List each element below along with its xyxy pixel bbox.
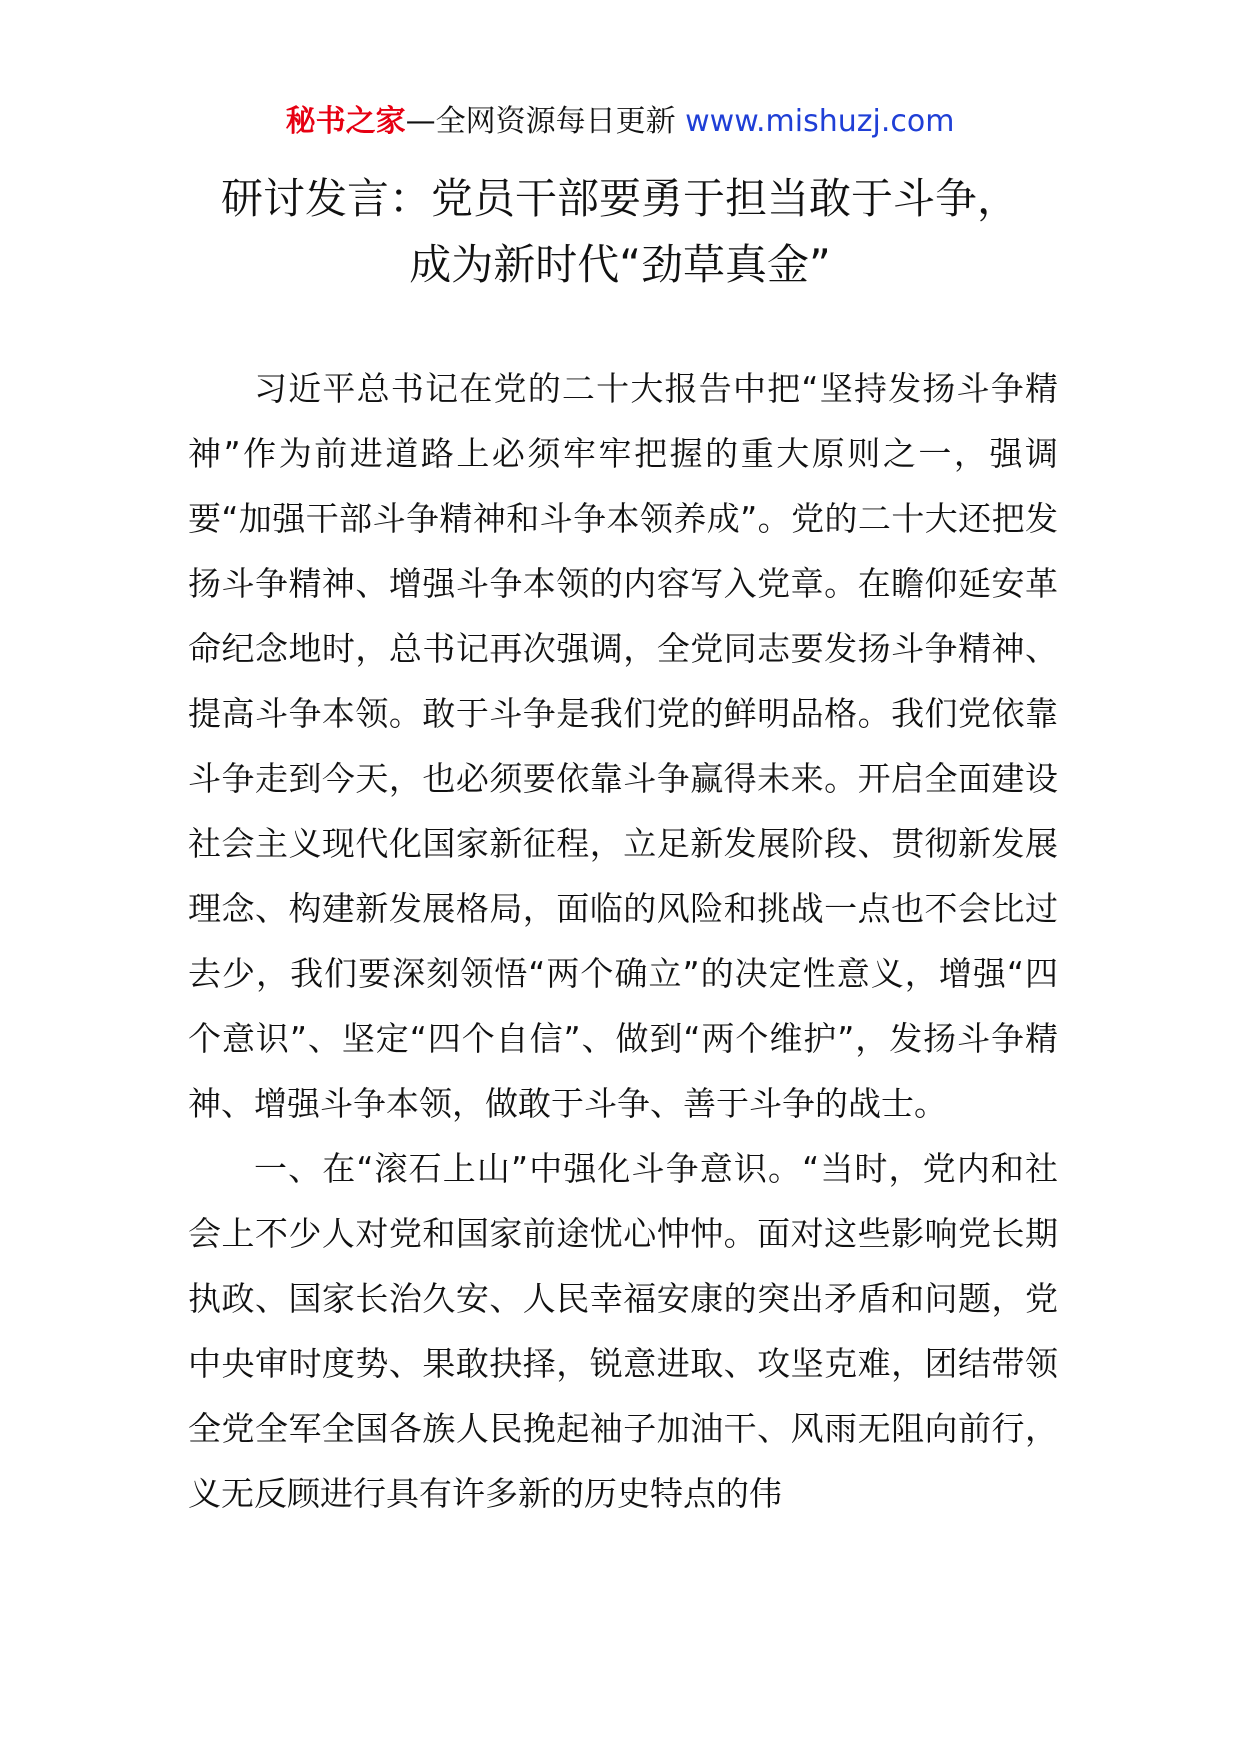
document-body [188,356,1058,1526]
document-title [0,166,1240,298]
paragraph-1: 习近平总书记在党的二十大报告中把“坚持发扬斗争精神”作为前进道路上必须牢牢把握的重大原则之一，强调要“加强干部斗争精神和斗争本领养成”。党的二十大还把发扬斗争精神、增强斗争本领的内容写入党章。在瞻仰延安革命纪念地时，总书记再次强调，全党同志要发扬斗争精神、提高斗争本领。敢于斗争是我们党的鲜明品格。我们党依靠斗争走到今天，也必须要依靠斗争赢得未来。开启全面建设社会主义现代化国家新征程，立足新发展阶段、贯彻新发展理念、构建新发展格局，面临的风险和挑战一点也不会比过去少，我们要深刻领悟“两个确立”的决定性意义，增强“四个意识”、坚定“四个自信”、做到“两个维护”，发扬斗争精神、增强斗争本领，做敢于斗争、善于斗争的战士。 [188,369,1058,1123]
site-url-link[interactable]: www.mishuzj.com [685,104,955,139]
site-header [0,102,1240,142]
title-line-1: 研讨发言：党员干部要勇于担当敢于斗争， [220,174,1019,223]
brand-name: 秘书之家 [285,104,406,139]
header-tagline: —全网资源每日更新 [405,104,686,139]
title-line-2: 成为新时代“劲草真金” [409,240,831,289]
paragraph-2: 一、在“滚石上山”中强化斗争意识。“当时，党内和社会上不少人对党和国家前途忧心忡忡。面对这些影响党长期执政、国家长治久安、人民幸福安康的突出矛盾和问题，党中央审时度势、果敢抉择，锐意进取、攻坚克难，团结带领全党全军全国各族人民挽起袖子加油干、风雨无阻向前行，义无反顾进行具有许多新的历史特点的伟 [188,1149,1058,1513]
